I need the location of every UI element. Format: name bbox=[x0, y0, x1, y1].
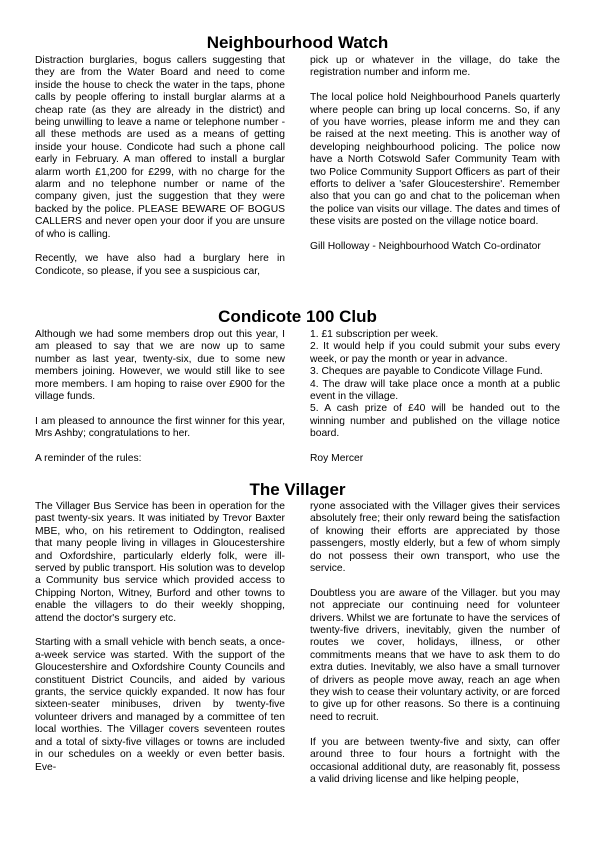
rules-list bbox=[310, 329, 560, 441]
neighbourhood-watch-title: Neighbourhood Watch bbox=[206, 33, 389, 52]
club-rules-column bbox=[310, 329, 560, 465]
paragraph: Although we had some members drop out this year, I am pleased to say that we are now up to same number as last year, twenty-six, due to some new members joining. However, we would still like to see more members. I am hoping to raise over £900 for the village funds. bbox=[35, 329, 285, 403]
neighbourhood-watch-right-column bbox=[310, 55, 560, 253]
paragraph: The Villager Bus Service has been in operation for the past twenty-six years. It was initiated by Trevor Baxter MBE, who, on his retirement to Oddington, realised that many people living in villages in Gloucestershire and Oxfordshire, particularly elderly folk, were ill-served by public transport. His solution was to develop a Community bus service which provided access to Chipping Norton, Witney, Burford and other towns to enable the villagers to do their weekly shopping, attend the doctor's surgery etc. bbox=[35, 501, 285, 624]
club-title: Condicote 100 Club bbox=[218, 307, 377, 326]
paragraph: pick up or whatever in the village, do take the registration number and inform me. bbox=[310, 55, 560, 79]
paragraph: Doubtless you are aware of the Villager. but you may not appreciate our continuing need for volunteer drivers. Whilst we are fortunate to have the services of twenty-five drivers, inevitably, given the number of routes we cover, holidays, illness, or other commitments means that we have to ask them to do extra duties. Inevitably, we also have a small turnover of drivers as people move away, reach an age when they wish to cease their voluntary activity, or are forced to give up for other reasons. So there is a continuing need to recruit. bbox=[310, 587, 560, 723]
paragraph: Recently, we have also had a burglary here in Condicote, so please, if you see a suspicious car, bbox=[35, 253, 285, 277]
paragraph: If you are between twenty-five and sixty, can offer around three to four hours a fortnight with the occasional additional duty, are reasonably fit, possess a valid driving license and like helping people, bbox=[310, 736, 560, 785]
rule-item: 3. Cheques are payable to Condicote Village Fund. bbox=[310, 366, 543, 378]
rule-item: 1. £1 subscription per week. bbox=[310, 329, 439, 340]
paragraph: ryone associated with the Villager gives their services absolutely free; their only reward being the satisfaction of knowing their efforts are appreciated by those passengers, mostly elderly, but a few of whom simply do not possess their own transport, who use the service. bbox=[310, 501, 560, 575]
rule-item: 2. It would help if you could submit your subs every week, or pay the month or year in advance. bbox=[310, 341, 560, 365]
rule-item: 5. A cash prize of £40 will be handed out to the winning number and published on the village notice board. bbox=[310, 403, 560, 440]
villager-right-column bbox=[310, 501, 560, 786]
neighbourhood-watch-left-column bbox=[35, 55, 285, 278]
signature: Gill Holloway - Neighbourhood Watch Co-ordinator bbox=[310, 241, 541, 253]
villager-left-column bbox=[35, 501, 285, 774]
club-left-column bbox=[35, 329, 285, 465]
rule-item: 4. The draw will take place once a month at a public event in the village. bbox=[310, 378, 560, 403]
paragraph: Distraction burglaries, bogus callers suggesting that they are from the Water Board and need to come inside the house to check the water in the taps, phone calls by people offering to install burglar alarms at a cheap rate (as they are already in the district) and being unwilling to leave a name or telephone number - all these methods are used as a means of getting inside your house. Condicote had such a phone call early in February. A man offered to install a burglar alarm worth £1,200 for £299, with no charge for the alarm and no telephone number or name of the company given, just the suggestion that they were backed by the police. PLEASE BEWARE OF BOGUS CALLERS and never open your door if you are unsure of who is calling. bbox=[35, 55, 285, 240]
paragraph: A reminder of the rules: bbox=[35, 453, 142, 465]
paragraph: I am pleased to announce the first winner for this year, Mrs Ashby; congratulations to her. bbox=[35, 415, 285, 440]
paragraph: The local police hold Neighbourhood Panels quarterly where people can bring up local concerns. So, if any of you have worries, please inform me and they can be raised at the next meeting. This is another way of developing neighbourhood policing. The police now have a North Cotswold Safer Community Team with two Police Community Support Officers as part of their efforts to deliver a 'safer Gloucestershire'. Remember also that you can go and chat to the policeman when the police van visits our village. The dates and times of these visits are posted on the village notice board. bbox=[310, 92, 560, 228]
villager-title: The Villager bbox=[249, 480, 346, 499]
signature: Roy Mercer bbox=[310, 453, 364, 465]
paragraph: Starting with a small vehicle with bench seats, a once-a-week service was started. With the support of the Gloucestershire and Oxfordshire County Councils and constituent District Councils, and aided by various grants, the service quickly expanded. It now has four sixteen-seater minibuses, driven by twenty-five volunteer drivers and managed by a committee of ten local worthies. The Villager covers seventeen routes and a total of sixty-five villages or towns are included in our schedules on a weekly or even better basis. Eve- bbox=[35, 637, 285, 773]
